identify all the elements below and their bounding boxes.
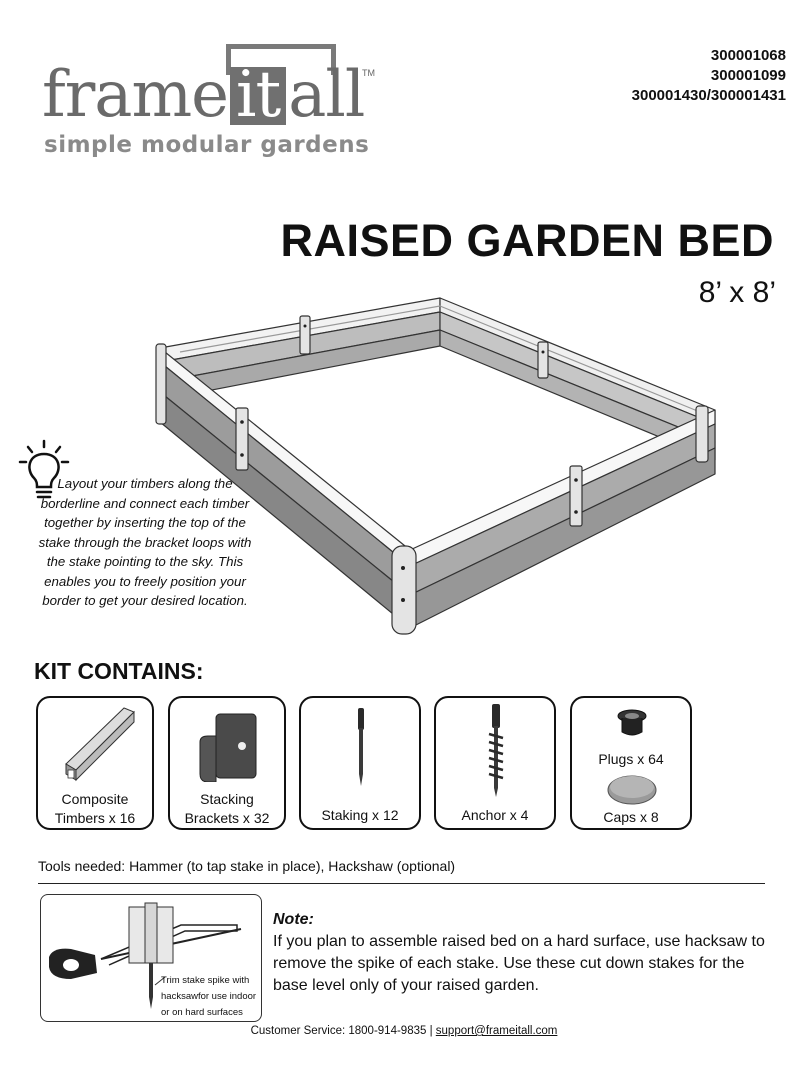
note-body: If you plan to assemble raised bed on a hard surface, use hacksaw to remove the spike of each stake. Use these cut down stakes for the base level only of your raised garden. [273, 933, 765, 994]
kit-item-timbers [36, 696, 154, 830]
kit-item-anchor [434, 696, 556, 830]
customer-service: Customer Service: 1800-914-9835 | [250, 1025, 433, 1037]
logo-prefix: frame [42, 58, 228, 132]
kit-item-label: Caps x 8 [603, 809, 659, 825]
plug-icon [612, 706, 652, 742]
kit-item-label: Anchor x 4 [461, 807, 529, 823]
kit-item-brackets [168, 696, 286, 830]
layout-tip: Layout your timbers along the borderline and connect each timber together by inserting the top of the stake through the bracket loops with the stake pointing to the sky. This enables you to freely position your border to get your desired location. [38, 476, 252, 608]
timber-icon [60, 704, 138, 782]
stake-icon [351, 706, 371, 788]
product-code: 300001099 [710, 67, 786, 84]
note-title: Note: [273, 911, 314, 928]
kit-item-staking [299, 696, 421, 830]
kit-item-label: Plugs x 64 [598, 751, 664, 767]
kit-item-label: Staking x 12 [321, 807, 399, 823]
bed-size: 8’ x 8’ [698, 276, 776, 309]
anchor-icon [486, 702, 506, 798]
product-codes [632, 46, 786, 106]
footer [0, 1025, 808, 1037]
kit-heading: KIT CONTAINS: [34, 658, 204, 684]
product-code: 300001430/300001431 [631, 87, 786, 104]
tools-needed: Tools needed: Hammer (to tap stake in place), Hackshaw (optional) [38, 858, 456, 874]
logo-suffix: all [288, 58, 365, 132]
logo-wordmark [42, 58, 364, 132]
bracket-icon [192, 710, 266, 782]
kit-item-label: Stacking Brackets x 32 [184, 791, 270, 826]
product-code: 300001068 [710, 47, 786, 64]
kit-item-plugs-caps [570, 696, 692, 830]
trademark-mark: TM [362, 68, 375, 78]
kit-item-label: Composite Timbers x 16 [54, 791, 136, 826]
hacksaw-caption: Trim stake spike with hacksawfor use indoor or on hard surfaces [161, 975, 257, 1018]
logo-highlight: it [230, 67, 286, 125]
divider [38, 883, 765, 884]
hacksaw-illustration [40, 894, 262, 1022]
support-email-link[interactable]: support@frameitall.com [435, 1025, 558, 1037]
brand-logo [30, 40, 390, 170]
cap-icon [606, 772, 658, 806]
logo-tagline: simple modular gardens [44, 132, 370, 158]
page-title: RAISED GARDEN BED [280, 215, 774, 266]
